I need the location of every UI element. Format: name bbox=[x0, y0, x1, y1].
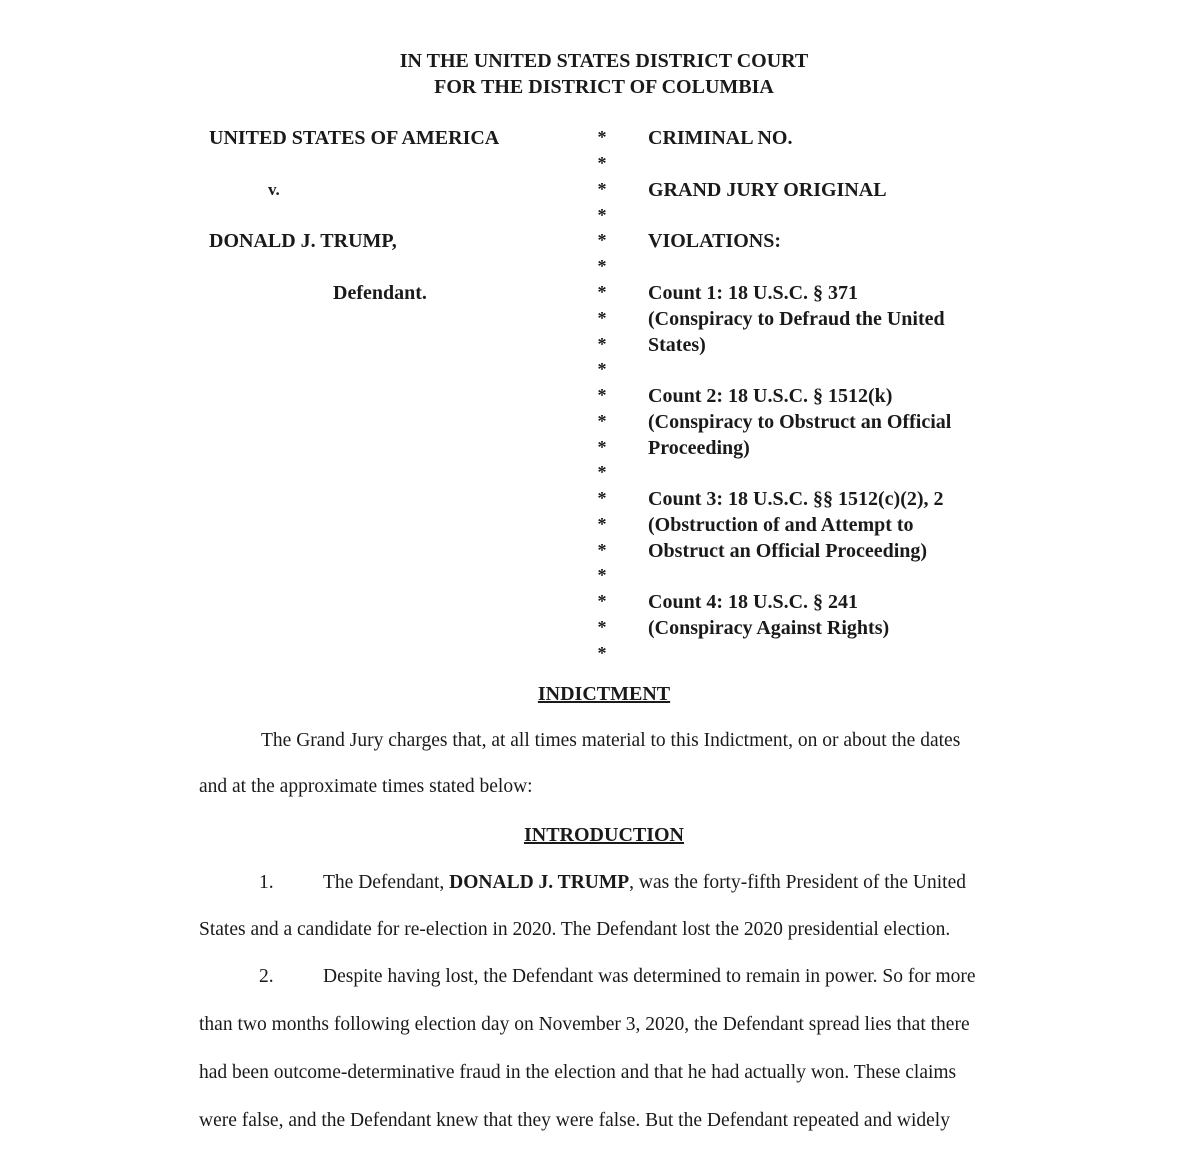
paragraph-1-line2: States and a candidate for re-election in 2020. The Defendant lost the 2020 presidential election. bbox=[199, 919, 951, 940]
separator-star: * bbox=[597, 359, 607, 379]
indictment-text-line2: and at the approximate times stated below: bbox=[199, 776, 533, 797]
count-2-description: (Conspiracy to Obstruct an Official bbox=[648, 411, 952, 433]
separator-star: * bbox=[597, 462, 607, 482]
defendant-name: DONALD J. TRUMP, bbox=[209, 230, 397, 252]
paragraph-2-line4: were false, and the Defendant knew that they were false. But the Defendant repeated and widely bbox=[199, 1110, 950, 1131]
count-2-description: Proceeding) bbox=[648, 437, 750, 459]
separator-star: * bbox=[597, 411, 607, 431]
separator-star: * bbox=[597, 540, 607, 560]
separator-star: * bbox=[597, 179, 607, 199]
paragraph-1-rest: , was the forty-fifth President of the United bbox=[629, 872, 967, 893]
separator-star: * bbox=[597, 127, 607, 147]
introduction-heading: INTRODUCTION bbox=[523, 824, 685, 846]
paragraph-1-number: 1. bbox=[259, 872, 274, 893]
defendant-role: Defendant. bbox=[333, 282, 427, 304]
separator-star: * bbox=[597, 591, 607, 611]
paragraph-2-line2: than two months following election day on November 3, 2020, the Defendant spread lies that there bbox=[199, 1014, 970, 1035]
count-3-description: Obstruct an Official Proceeding) bbox=[648, 540, 928, 562]
separator-star: * bbox=[597, 256, 607, 276]
indictment-text-line1: The Grand Jury charges that, at all times material to this Indictment, on or about the dates bbox=[261, 730, 961, 751]
court-name-line1: IN THE UNITED STATES DISTRICT COURT bbox=[399, 50, 809, 72]
separator-star: * bbox=[597, 230, 607, 250]
criminal-number-label: CRIMINAL NO. bbox=[648, 127, 793, 149]
separator-star: * bbox=[597, 565, 607, 585]
separator-star: * bbox=[597, 385, 607, 405]
grand-jury-label: GRAND JURY ORIGINAL bbox=[648, 179, 887, 201]
paragraph-2-line1: Despite having lost, the Defendant was determined to remain in power. So for more bbox=[323, 966, 976, 987]
paragraph-2-line3: had been outcome-determinative fraud in the election and that he had actually won. These claims bbox=[199, 1062, 957, 1083]
count-1-title: Count 1: 18 U.S.C. § 371 bbox=[648, 282, 859, 304]
count-3-description: (Obstruction of and Attempt to bbox=[648, 514, 914, 536]
indictment-heading: INDICTMENT bbox=[537, 683, 671, 705]
plaintiff-name: UNITED STATES OF AMERICA bbox=[209, 127, 500, 149]
paragraph-1-line1 bbox=[323, 872, 966, 894]
separator-star: * bbox=[597, 617, 607, 637]
separator-star: * bbox=[597, 308, 607, 328]
count-4-description: (Conspiracy Against Rights) bbox=[648, 617, 890, 639]
count-3-title: Count 3: 18 U.S.C. §§ 1512(c)(2), 2 bbox=[648, 488, 944, 510]
separator-star: * bbox=[597, 437, 607, 457]
separator-star: * bbox=[597, 514, 607, 534]
count-1-description: States) bbox=[648, 334, 706, 356]
separator-star: * bbox=[597, 488, 607, 508]
count-4-title: Count 4: 18 U.S.C. § 241 bbox=[648, 591, 859, 613]
count-1-description: (Conspiracy to Defraud the United bbox=[648, 308, 945, 330]
separator-star: * bbox=[597, 334, 607, 354]
defendant-name-inline: DONALD J. TRUMP bbox=[449, 872, 630, 893]
violations-label: VIOLATIONS: bbox=[648, 230, 781, 252]
separator-star: * bbox=[597, 153, 607, 173]
paragraph-2-number: 2. bbox=[259, 966, 274, 987]
separator-star: * bbox=[597, 205, 607, 225]
separator-star: * bbox=[597, 282, 607, 302]
versus-label: v. bbox=[268, 180, 280, 199]
paragraph-1-lead: The Defendant, bbox=[323, 872, 445, 893]
court-name-line2: FOR THE DISTRICT OF COLUMBIA bbox=[434, 76, 774, 98]
count-2-title: Count 2: 18 U.S.C. § 1512(k) bbox=[648, 385, 893, 407]
separator-star: * bbox=[597, 643, 607, 663]
